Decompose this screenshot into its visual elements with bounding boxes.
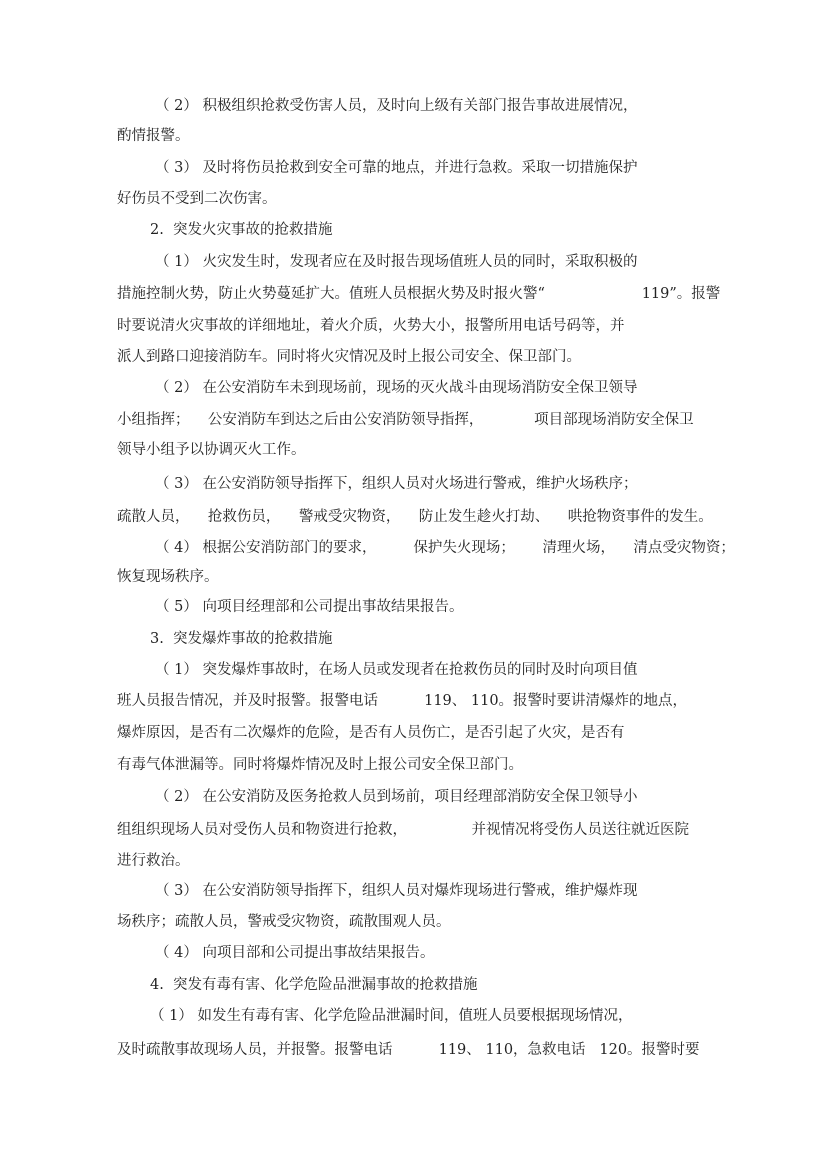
text-line: 领导小组予以协调灭火工作。 xyxy=(117,442,306,458)
text-line: 措施控制火势，防止火势蔓延扩大。值班人员根据火势及时报火警“ 119”。报警 xyxy=(117,286,721,302)
text-line: 恢复现场秩序。 xyxy=(117,569,219,585)
text-line: （ 2） 积极组织抢救受伤害人员，及时向上级有关部门报告事故进展情况， xyxy=(155,98,638,114)
text-line: （ 4） 向项目部和公司提出事故结果报告。 xyxy=(155,945,435,961)
section-heading: 2. 突发火灾事故的抢救措施 xyxy=(150,222,333,238)
text-line: （ 3） 在公安消防领导指挥下，组织人员对火场进行警戒，维护火场秩序； xyxy=(155,476,638,492)
text-line: 酌情报警。 xyxy=(117,128,190,144)
text-line: （ 5） 向项目经理部和公司提出事故结果报告。 xyxy=(155,599,464,615)
text-line: 场秩序；疏散人员，警戒受灾物资，疏散围观人员。 xyxy=(117,914,451,930)
text-line: 小组指挥； 公安消防车到达之后由公安消防领导指挥， 项目部现场消防安全保卫 xyxy=(117,412,694,428)
text-line: 疏散人员， 抢救伤员， 警戒受灾物资， 防止发生趁火打劫、 哄抢物资事件的发生。 xyxy=(117,509,713,525)
text-line: （ 4） 根据公安消防部门的要求， 保护失火现场； 清理火场， 清点受灾物资； xyxy=(155,540,735,556)
text-line: （ 3） 及时将伤员抢救到安全可靠的地点，并进行急救。采取一切措施保护 xyxy=(155,160,638,176)
text-line: （ 1） 突发爆炸事故时，在场人员或发现者在抢救伤员的同时及时向项目值 xyxy=(155,662,638,678)
text-line: 及时疏散事故现场人员，并报警。报警电话 119、 110，急救电话 120。报警时要 xyxy=(117,1042,700,1058)
text-line: 进行救治。 xyxy=(117,853,190,869)
text-line: 派人到路口迎接消防车。同时将火灾情况及时上报公司安全、保卫部门。 xyxy=(117,349,581,365)
text-line: 爆炸原因，是否有二次爆炸的危险，是否有人员伤亡，是否引起了火灾，是否有 xyxy=(117,725,625,741)
text-line: （ 2） 在公安消防及医务抢救人员到场前，项目经理部消防安全保卫领导小 xyxy=(155,789,638,805)
text-line: （ 2） 在公安消防车未到现场前，现场的灭火战斗由现场消防安全保卫领导 xyxy=(155,380,638,396)
section-heading: 3. 突发爆炸事故的抢救措施 xyxy=(150,631,333,647)
text-line: 班人员报告情况，并及时报警。报警电话 119、 110。报警时要讲清爆炸的地点， xyxy=(117,693,688,709)
text-line: （ 3） 在公安消防领导指挥下，组织人员对爆炸现场进行警戒，维护爆炸现 xyxy=(155,883,638,899)
text-line: （ 1） 如发生有毒有害、化学危险品泄漏时间，值班人员要根据现场情况， xyxy=(150,1008,633,1024)
text-line: 组组织现场人员对受伤人员和物资进行抢救， 并视情况将受伤人员送往就近医院 xyxy=(117,822,690,838)
section-heading: 4. 突发有毒有害、化学危险品泄漏事故的抢救措施 xyxy=(150,977,478,993)
text-line: 时要说清火灾事故的详细地址，着火介质，火势大小，报警所用电话号码等，并 xyxy=(117,318,625,334)
text-line: 有毒气体泄漏等。同时将爆炸情况及时上报公司安全保卫部门。 xyxy=(117,757,523,773)
text-line: （ 1） 火灾发生时，发现者应在及时报告现场值班人员的同时，采取积极的 xyxy=(155,254,638,270)
text-line: 好伤员不受到二次伤害。 xyxy=(117,191,277,207)
